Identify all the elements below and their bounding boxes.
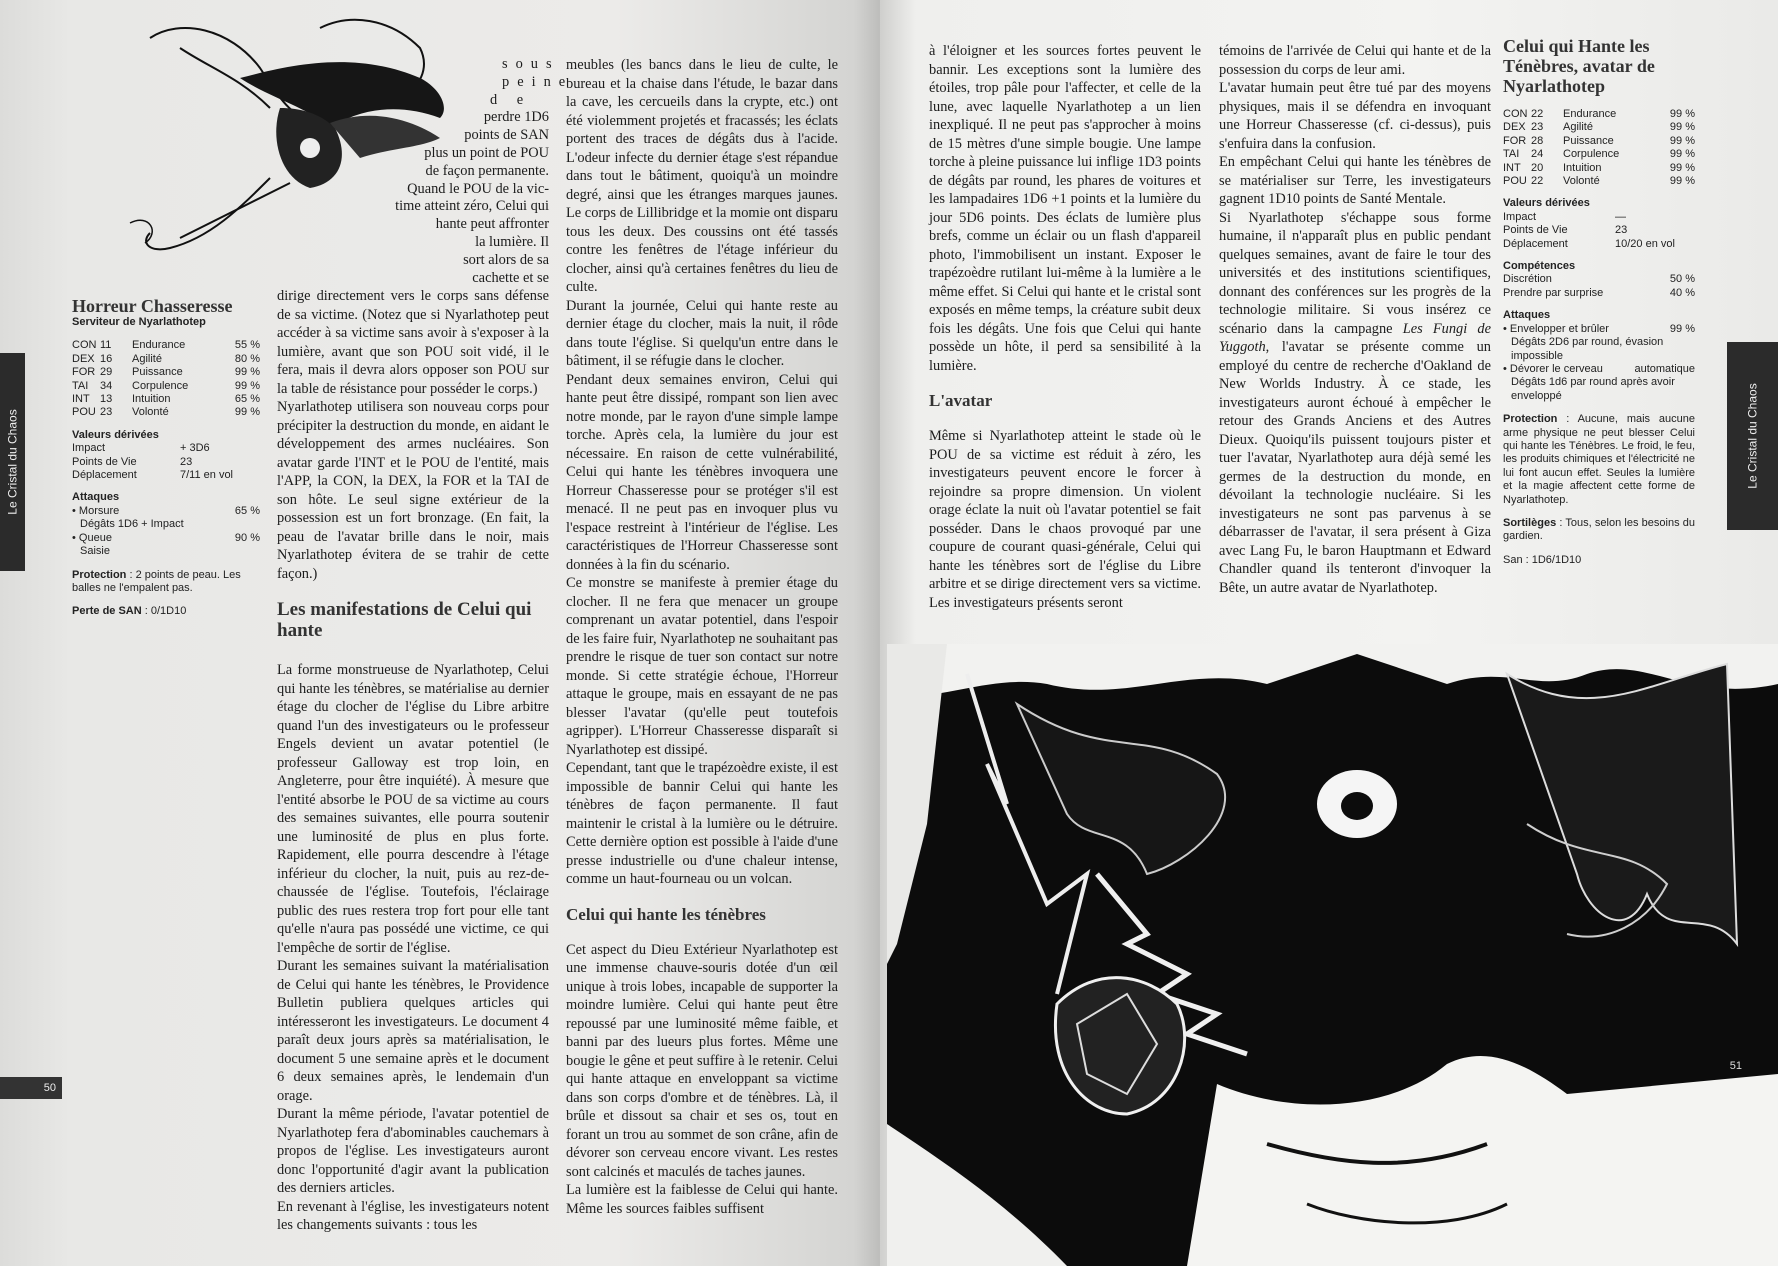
stat-pct: 99 % <box>1669 148 1695 161</box>
skills-table <box>1503 273 1695 300</box>
stat-val: 34 <box>100 379 113 392</box>
derived-value: — <box>1615 210 1626 223</box>
paragraph: Durant les semaines suivant la matérialisation de Celui qui hante les ténèbres, le Providence Bulletin publiera quelques articles qui intéresseront les investigateurs. Le document 4 paraît deux jours après sa matérialisation, le document 5 une semaine après et le document 6 deux semaines après, le lendemain d'un orage. <box>277 958 549 1104</box>
stat-block-subtitle: Serviteur de Nyarlathotep <box>72 316 206 328</box>
stat-block-title: Horreur Chasseresse <box>72 296 233 316</box>
stat-pct: 99 % <box>1669 121 1695 134</box>
wrapped-line: perdre 1D6 <box>483 109 549 126</box>
stat-val: 24 <box>1531 148 1544 161</box>
chapter-side-tab <box>0 353 25 571</box>
stat-pct: 99 % <box>234 366 260 379</box>
san-loss-text: San : 1D6/1D10 <box>1503 553 1582 566</box>
stat-row <box>1503 135 1695 148</box>
section-heading-haunter: Celui qui hante les ténèbres <box>566 904 766 924</box>
stat-val: 22 <box>1531 175 1544 188</box>
wrapped-line: la lumière. Il <box>475 233 549 250</box>
paragraph: témoins de l'arrivée de Celui qui hante et de la possession du corps de leur ami. <box>1219 43 1491 78</box>
spells-value: : Tous, selon les besoins du gardien. <box>1503 516 1695 543</box>
derived-label: Déplacement <box>1503 237 1568 250</box>
paragraph: La lumière est la faiblesse de Celui qui hante. Même les sources faibles suffisent <box>566 1182 838 1217</box>
paragraph: Durant la journée, Celui qui hante reste au dernier étage du clocher, mais la nuit, il rôde dans toute l'église. Si quelqu'un entre dans le bâtiment, il se réfugie dans le clocher. <box>566 297 838 369</box>
wrapped-line: plus un point de POU <box>424 144 549 161</box>
stat-block-title: Celui qui Hante les Ténèbres, avatar de Nyarlathotep <box>1503 36 1655 96</box>
wrapped-line: sous <box>502 56 560 72</box>
attack-row <box>72 532 260 545</box>
chapter-tab-label: Le Cristal du Chaos <box>5 409 20 515</box>
paragraph: En empêchant Celui qui hante les ténèbres de se matérialiser sur Terre, les investigateurs gagnent 1D10 points de Santé Mentale. <box>1219 154 1491 207</box>
stat-pct: 99 % <box>1669 161 1695 174</box>
page-number-label: 50 <box>43 1082 56 1094</box>
stat-block-hunting-horror <box>72 296 260 629</box>
protection-value: : Aucune, mais aucune arme physique ne peut blesser Celui qui hante les Ténèbres. Le froid, le feu, les produits chimiques et l'électricité ne lui font aucun effet. Seules la lumière et la magie affectent cette forme de Nyarlathotep. <box>1503 413 1695 506</box>
chapter-side-tab <box>1727 342 1778 530</box>
stat-abbr: CON <box>72 339 97 352</box>
attack-detail: Dégâts 1D6 + Impact <box>80 518 184 531</box>
stat-val: 23 <box>1531 121 1544 134</box>
paragraph: meubles (les bancs dans le lieu de culte, le bureau et la chaise dans l'étude, le bazar dans la cave, les cercueils dans la crypte, etc.) ont été violemment projetés et fracassés; les éclats portent des traces de dégâts dus à l'acide. L'odeur infecte du dernier étage s'est répandue dans tout le bâtiment, quoiqu'à un moindre degré, ainsi que les étranges marques jaunes. Le corps de Lillibridge et la momie ont disparu tous les deux. Des coussins ont été tassés contre les fenêtres de l'étage inférieur du clocher, ainsi qu'à certaines fenêtres du lieu de culte. <box>566 57 838 295</box>
wrapped-line: sort alors de sa <box>463 251 549 268</box>
derived-row <box>1503 238 1695 251</box>
left-column-2 <box>566 56 838 1218</box>
left-column-1 <box>277 56 574 1235</box>
derived-heading: Valeurs dérivées <box>1503 197 1590 210</box>
derived-value: 7/11 en vol <box>180 469 234 482</box>
attack-name: • Queue <box>72 531 112 544</box>
stat-abbr: TAI <box>1503 148 1520 161</box>
wrapped-line: de façon permanente. <box>425 162 549 179</box>
paragraph: La forme monstrueuse de Nyarlathotep, Celui qui hante les ténèbres, se matérialise au dernier étage du clocher de l'église du Libre arbitre quand l'un des investigateurs ou le professeur Engels devient un avatar potentiel (le professeur Galloway est trop loin, en Angleterre, pour être inquiété). À mesure que l'entité absorbe le POU de sa victime au cours des semaines suivantes, elle pourra soutenir une luminosité de plus en plus forte. Rapidement, elle pourra descendre à l'étage inférieur du clocher, la nuit, puis au rez-de-chaussée de l'église. Toutefois, l'éclairage public des rues restera trop fort pour elle tant qu'elle n'aura pas possédé une victime, ce qui l'empêche de sortir de l'église. <box>277 662 549 956</box>
stat-row <box>72 393 260 406</box>
attacks-heading: Attaques <box>72 491 120 504</box>
stat-abbr: CON <box>1503 108 1528 120</box>
derived-label: Points de Vie <box>72 455 137 468</box>
wrapped-line: time atteint zéro, Celui qui <box>395 198 549 215</box>
derived-label: Impact <box>72 442 106 455</box>
paragraph: Pendant deux semaines environ, Celui qui hante peut être dissipé, rompant son lien avec notre monde, par le rayon d'une simple lampe torche. Après cela, la lumière du jour est nécessaire. En raison de cette vulnérabilité, Celui qui hante les ténèbres invoquera une Horreur Chasseresse pour se protéger s'il est menacé. Il ne peut pas en invoquer plus vu l'espace restreint à l'intérieur de l'église. Les caractéristiques de l'Horreur Chasseresse sont données à la fin du scénario. <box>566 371 838 573</box>
derived-row <box>72 456 260 469</box>
protection-text <box>72 569 260 596</box>
stat-skill: Puissance <box>1563 134 1614 147</box>
stat-skill: Volonté <box>132 406 169 419</box>
characteristics-table <box>1503 108 1695 188</box>
derived-row <box>72 469 260 482</box>
stat-skill: Intuition <box>1563 161 1602 174</box>
stat-skill: Puissance <box>132 366 183 379</box>
page-number-label: 51 <box>1729 1060 1742 1072</box>
protection-label: Protection <box>1503 413 1558 426</box>
san-loss-text <box>72 605 260 618</box>
attack-percent: automatique <box>1634 362 1695 375</box>
stat-abbr: POU <box>1503 175 1527 188</box>
stat-pct: 80 % <box>234 352 260 365</box>
attack-row <box>1503 363 1695 376</box>
stat-pct: 99 % <box>234 406 260 419</box>
derived-label: Points de Vie <box>1503 224 1568 237</box>
derived-value: 23 <box>180 455 193 468</box>
wrapped-line: cachette et se <box>472 269 549 286</box>
stat-abbr: TAI <box>72 379 89 392</box>
paragraph: Durant la même période, l'avatar potentiel de Nyarlathotep fera d'abominables cauchemars à propos de l'église. Les investigateurs auront donc l'opportunité d'agir avant la publication des derniers articles. <box>277 1106 549 1197</box>
derived-row <box>1503 211 1695 224</box>
page-number <box>1708 1056 1748 1076</box>
stat-val: 23 <box>100 406 113 419</box>
stat-val: 20 <box>1531 161 1544 174</box>
paragraph: Nyarlathotep utilisera son nouveau corps pour précipiter la destruction du monde, en aidant le développement des armes nucléaires. Son avatar garde l'INT et le POU de l'entité, mais l'APP, la CON, la DEX, la FOR et la TAI de son hôte. Le seul signe extérieur de la possession est un fort bronzage. (En fait, la peau de l'avatar brille dans le noir, mais Nyarlathotep évitera de se trahir de cette façon.) <box>277 399 549 582</box>
derived-heading: Valeurs dérivées <box>72 428 159 441</box>
attack-row <box>72 505 260 518</box>
derived-value: 10/20 en vol <box>1615 237 1675 250</box>
page-number <box>0 1077 62 1099</box>
stat-skill: Volonté <box>1563 175 1600 188</box>
protection-label: Protection <box>72 568 127 581</box>
skills-heading: Compétences <box>1503 260 1576 273</box>
paragraph: dirige directement vers le corps sans défense de sa victime. (Notez que si Nyarlathotep peut accéder à sa victime sans avoir à s'exposer à la lumière, avant que son POU soit vidé, il le fera, mais il devra alors opposer son POU sur la table de résistance pour posséder le corps.) <box>277 288 549 397</box>
stat-abbr: DEX <box>72 352 95 365</box>
stat-row <box>1503 162 1695 175</box>
stat-skill: Agilité <box>132 352 162 365</box>
derived-value: + 3D6 <box>180 442 210 455</box>
stat-row <box>1503 175 1695 188</box>
attack-name: • Dévorer le cerveau <box>1503 362 1603 375</box>
stat-skill: Agilité <box>1563 121 1593 134</box>
stat-abbr: INT <box>72 393 90 406</box>
stat-abbr: FOR <box>1503 134 1527 147</box>
skill-label: Discrétion <box>1503 273 1552 286</box>
stat-abbr: DEX <box>1503 121 1526 134</box>
wrapped-line: d e <box>490 91 532 108</box>
paragraph: En revenant à l'église, les investigateurs notent les changements suivants : tous les <box>277 1198 549 1234</box>
stat-skill: Endurance <box>1563 108 1617 120</box>
right-column-1 <box>929 42 1201 612</box>
stat-abbr: INT <box>1503 161 1521 174</box>
derived-label: Impact <box>1503 210 1537 223</box>
stat-pct: 99 % <box>1669 134 1695 147</box>
stat-row <box>72 406 260 419</box>
protection-text <box>1503 413 1695 507</box>
attack-row <box>1503 323 1695 336</box>
stat-val: 16 <box>100 352 113 365</box>
paragraph: Cependant, tant que le trapézoèdre existe, il est impossible de bannir Celui qui hante les ténèbres de façon permanente. Il faut maintenir le cristal à la lumière ou le détruire. Cette dernière option est possible à l'aide d'une presse industrielle ou d'une chaleur intense, comme un haut-fourneau ou un volcan. <box>566 760 838 887</box>
stat-skill: Intuition <box>132 393 171 406</box>
section-heading-manifestations: Les manifestations de Celui qui hante <box>277 599 532 642</box>
text: , l'avatar se présente comme un employé du centre de recherche d'Oakland de New Worlds Industry. À ce stade, les investigateurs auront échoué à empêcher le retour des Grands Anciens et des Autres Dieux. Quoiqu'ils puissent toujours pister et tuer l'avatar, Nyarlathotep aura déjà semé les germes de la destruction du monde, en dévoilant la technologie nucléaire. Si les investigateurs ne sont pas parvenus à se débarrasser de l'avatar, il sera présent à Giza avec Lang Fu, le baron Hauptmann et Edward Chandler quand ils tenteront d'invoquer la Bête, un autre avatar de Nyarlathotep. <box>1219 339 1491 596</box>
stat-row <box>72 366 260 379</box>
haunter-of-the-dark-illustration <box>887 644 1778 1266</box>
attack-percent: 90 % <box>234 531 260 544</box>
derived-table <box>72 442 260 482</box>
attacks-list <box>72 505 260 559</box>
attack-detail: Saisie <box>80 545 110 558</box>
skill-row <box>1503 287 1695 300</box>
attack-detail: Dégâts 2D6 par round, évasion impossible <box>1511 336 1664 362</box>
paragraph <box>1219 209 1491 598</box>
section-heading-avatar: L'avatar <box>929 391 993 410</box>
stat-row <box>1503 121 1695 134</box>
stat-block-haunter-of-the-dark <box>1503 36 1695 577</box>
stat-val: 28 <box>1531 134 1544 147</box>
paragraph: Cet aspect du Dieu Extérieur Nyarlathotep est une immense chauve-souris dotée d'un œil unique à trois lobes, incapable de supporter la moindre lumière. Celui qui hante peut être repoussé par une luminosité même faible, et banni par des lueurs plus fortes. Même une bougie le gêne et peut suffire à le retenir. Celui qui hante attaque en enveloppant sa victime dans son corps d'ombre et de ténèbres. Là, il brûle et dissout sa chair et ses os, tout en forant un trou au sommet de son crâne, afin de dévorer son cerveau encore vivant. Les restes sont calcinés et maculés de taches jaunes. <box>566 941 838 1180</box>
paragraph: L'avatar humain peut être tué par des moyens physiques, mais il se défendra en invoquant une Horreur Chasseresse (cf. ci-dessus), puis s'enfuira dans la confusion. <box>1219 80 1491 152</box>
attack-name: • Envelopper et brûler <box>1503 322 1609 335</box>
stat-pct: 65 % <box>234 393 260 406</box>
spells-label: Sortilèges <box>1503 516 1557 529</box>
stat-row <box>72 353 260 366</box>
stat-pct: 99 % <box>234 379 260 392</box>
wrapped-line: peine <box>502 73 574 90</box>
campaign-title: Les Fungi de Yuggoth <box>1219 320 1491 355</box>
stat-val: 11 <box>100 339 112 352</box>
spells-text <box>1503 517 1695 544</box>
stat-pct: 55 % <box>234 339 260 352</box>
wrapped-line: hante peut affronter <box>435 216 549 233</box>
stat-row <box>72 380 260 393</box>
attacks-heading: Attaques <box>1503 309 1551 322</box>
wrapped-text-around-illustration <box>277 56 574 287</box>
derived-row <box>72 442 260 455</box>
derived-table <box>1503 211 1695 251</box>
text: Si Nyarlathotep s'échappe sous forme humaine, il n'apparaît plus en public pendant quelques semaines, avant de faire le tour des universités et des institutions scientifiques, donnant des conférences sur les progrès de la technologie militaire. Si vous insérez ce scénario dans la campagne <box>1219 209 1491 337</box>
stat-val: 29 <box>100 366 113 379</box>
paragraph: à l'éloigner et les sources fortes peuvent le bannir. Les exceptions sont la lumière des étoiles, trop pâle pour l'affecter, et celle de la lune, avec laquelle Nyarlathotep a un lien inexpliqué. Il ne peut pas s'approcher à moins de 15 mètres d'une simple bougie. Une lampe torche à pleine puissance lui inflige 1D3 points de dégâts par round, les phares de voitures et les lampadaires 1D6 +1 points et la lumière du jour 5D6 points. Des éclats de lumière plus brefs, comme un éclair ou un flash d'appareil photo, l'immobilisent un instant. Exposer le trapézoèdre rutilant lui-même à la lumière a le même effet. Si Celui qui hante et le cristal sont exposés en même temps, la créature subit deux fois les dégâts. Une fois que Celui qui hante possède un hôte, il perd sa sensibilité à la lumière. <box>929 43 1201 374</box>
derived-label: Déplacement <box>72 469 137 482</box>
wrapped-line: points de SAN <box>464 127 549 144</box>
attack-name: • Morsure <box>72 504 120 517</box>
protection-value: : 2 points de peau. Les balles ne l'empalent pas. <box>72 568 241 594</box>
attack-detail: Dégâts 1d6 par round après avoir enveloppé <box>1511 376 1675 402</box>
chapter-tab-label: Le Cristal du Chaos <box>1745 383 1760 489</box>
stat-abbr: FOR <box>72 366 96 379</box>
stat-pct: 99 % <box>1669 108 1695 120</box>
wrapped-line: Quand le POU de la vic- <box>407 180 549 197</box>
derived-value: 23 <box>1615 224 1628 237</box>
stat-skill: Endurance <box>132 339 186 352</box>
right-column-2 <box>1219 42 1491 597</box>
stat-skill: Corpulence <box>1563 148 1620 161</box>
skill-row <box>1503 273 1695 286</box>
stat-abbr: POU <box>72 406 96 419</box>
skill-value: 50 % <box>1669 273 1695 286</box>
stat-row <box>72 339 260 352</box>
skill-label: Prendre par surprise <box>1503 286 1604 299</box>
paragraph: Même si Nyarlathotep atteint le stade où le POU de sa victime est réduit à zéro, les investigateurs peuvent encore le forcer à rejoindre sa propre dimension. Un violent orage éclate la nuit où l'avatar potentiel se fait posséder. Dans le chaos provoqué par une coupure de courant quasi-générale, Celui qui hante les ténèbres sort de l'église du Libre arbitre et se dirige directement vers sa victime. Les investigateurs présents seront <box>929 428 1201 611</box>
stat-row <box>1503 148 1695 161</box>
stat-pct: 99 % <box>1669 175 1695 188</box>
san-label: Perte de SAN <box>72 605 142 618</box>
characteristics-table <box>72 339 260 419</box>
san-value: : 0/1D10 <box>141 605 187 618</box>
skill-value: 40 % <box>1669 286 1695 299</box>
stat-skill: Corpulence <box>132 379 189 392</box>
attack-percent: 99 % <box>1669 322 1695 335</box>
attack-percent: 65 % <box>234 504 260 517</box>
stat-row <box>1503 108 1695 121</box>
derived-row <box>1503 224 1695 237</box>
stat-val: 13 <box>100 393 113 406</box>
stat-val: 22 <box>1531 108 1544 120</box>
paragraph: Ce monstre se manifeste à premier étage du clocher. Il ne fera que menacer un groupe comprenant un avatar potentiel, dans l'espoir de les faire fuir, Nyarlathotep ne souhaitant pas prendre le risque de tuer son contact sur notre monde. Si cette stratégie échoue, l'Horreur attaque le groupe, mais en essayant de ne pas blesser l'avatar (qu'elle peut toutefois agripper). L'Horreur Chasseresse disparaît si Nyarlathotep est dissipé. <box>566 575 838 758</box>
attacks-list <box>1503 323 1695 403</box>
